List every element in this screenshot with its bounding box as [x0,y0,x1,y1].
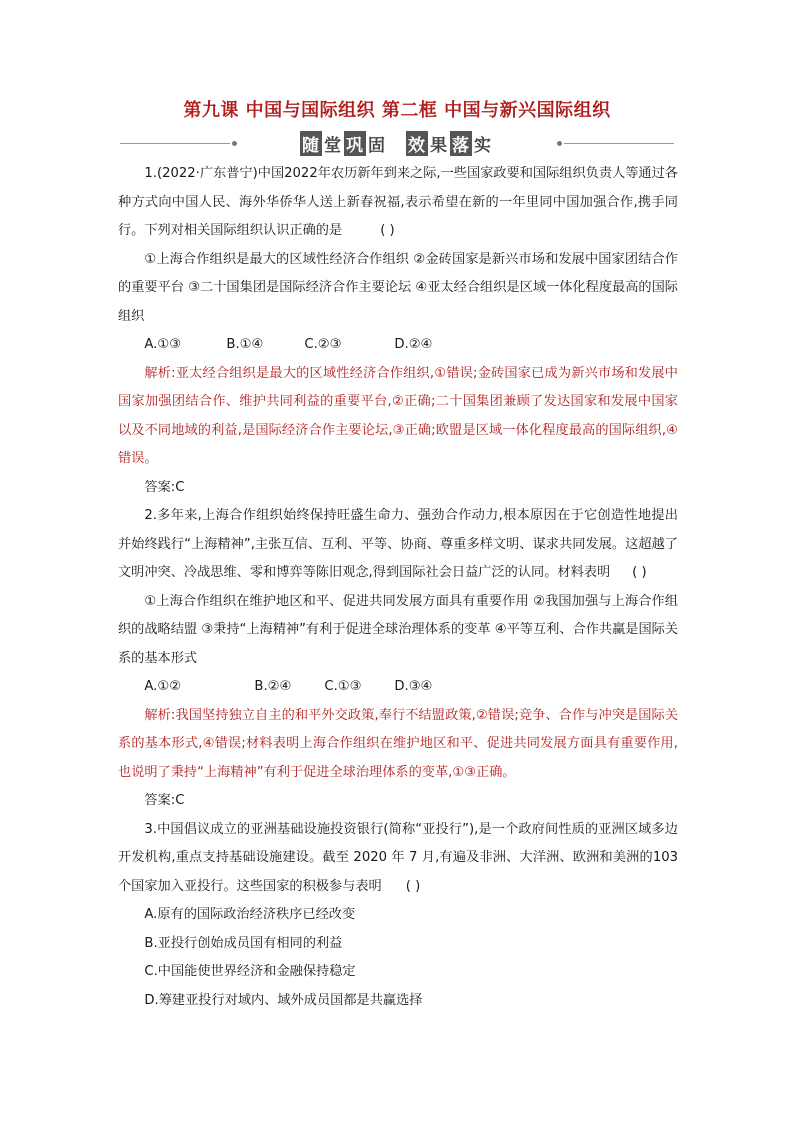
page-title: 第九课 中国与国际组织 第二框 中国与新兴国际组织 [183,100,611,121]
banner-char: 堂 [324,136,342,156]
option: C.中国能使世界经济和金融保持稳定 [144,964,356,979]
option: D.筹建亚投行对域内、域外成员国都是共赢选择 [144,992,423,1008]
question-1-options [118,331,678,360]
option: C.②③ [304,337,342,352]
option: B.亚投行创始成员国有相同的利益 [144,935,343,951]
banner-char: 效 [406,131,428,156]
option: A.原有的国际政治经济秩序已经改变 [144,907,356,922]
banner-char: 实 [474,136,492,156]
answer-paren: ( ) [380,223,395,238]
banner-char: 巩 [344,131,366,156]
option: B.②④ [254,679,292,694]
question-list [118,160,678,1015]
question-1-analysis: 解析:亚太经合组织是最大的区域性经济合作组织,①错误;金砖国家已成为新兴市场和发展中国家加强团结合作、维护共同利益的重要平台,②正确;二十国集团兼顾了发达国家和发展中国家以及不同地域的利益,是国际经济合作主要论坛,③正确;欧盟是区域一体化程度最高的国际组织,④错误。 [118,365,678,466]
banner-char: 果 [430,136,448,156]
option: A.①③ [144,337,182,352]
banner-char: 落 [450,131,472,156]
banner-text [120,131,674,156]
question-2-statements: ①上海合作组织在维护地区和平、促进共同发展方面具有重要作用 ②我国加强与上海合作组织的战略结盟 ③秉持“上海精神”有利于促进全球治理体系的变革 ④平等互利、合作共赢是国际关系的基本形式 [118,593,679,666]
question-2-analysis: 解析:我国坚持独立自主的和平外交政策,奉行不结盟政策,②错误;竞争、合作与冲突是国际关系的基本形式,④错误;材料表明上海合作组织在维护地区和平、促进共同发展方面具有重要作用,也说明了秉持“上海精神”有利于促进全球治理体系的变革,①③正确。 [118,707,679,780]
option: B.①④ [226,337,264,352]
banner-char: 随 [300,131,322,156]
question-1-stem: 1.(2022·广东普宁)中国2022年农历新年到来之际,一些国家政要和国际组织负责人等通过各种方式向中国人民、海外华侨华人送上新春祝福,表示希望在新的一年里同中国加强合作,携手同行。下列对相关国际组织认识正确的是 ( ) [118,166,678,238]
section-banner [120,131,674,155]
question-3-stem: 3.中国倡议成立的亚洲基础设施投资银行(简称“亚投行”),是一个政府间性质的亚洲区域多边开发机构,重点支持基础设施建设。截至 2020 年 7 月,有遍及非洲、大洋洲、欧洲和美洲的103个国家加入亚投行。这些国家的积极参与表明 ( ) [118,821,678,894]
option: A.①② [144,679,182,694]
banner-char: 固 [368,136,386,156]
question-2-stem: 2.多年来,上海合作组织始终保持旺盛生命力、强劲合作动力,根本原因在于它创造性地提出并始终践行“上海精神”,主张互信、互利、平等、协商、尊重多样文明、谋求共同发展。这超越了文明冲突、冷战思维、零和博弈等陈旧观念,得到国际社会日益广泛的认同。材料表明 ( ) [118,508,678,580]
question-2-answer: 答案:C [144,793,185,808]
answer-paren: ( ) [405,878,421,894]
question-2-options [118,673,678,702]
question-1-answer: 答案:C [144,479,185,495]
answer-paren: ( ) [632,565,647,580]
option: D.②④ [394,337,433,352]
question-1-statements: ①上海合作组织是最大的区域性经济合作组织 ②金砖国家是新兴市场和发展中国家团结合作的重要平台 ③二十国集团是国际经济合作主要论坛 ④亚太经合组织是区域一体化程度最高的国际组织 [118,251,678,324]
option: C.①③ [324,679,362,694]
option: D.③④ [394,679,433,694]
